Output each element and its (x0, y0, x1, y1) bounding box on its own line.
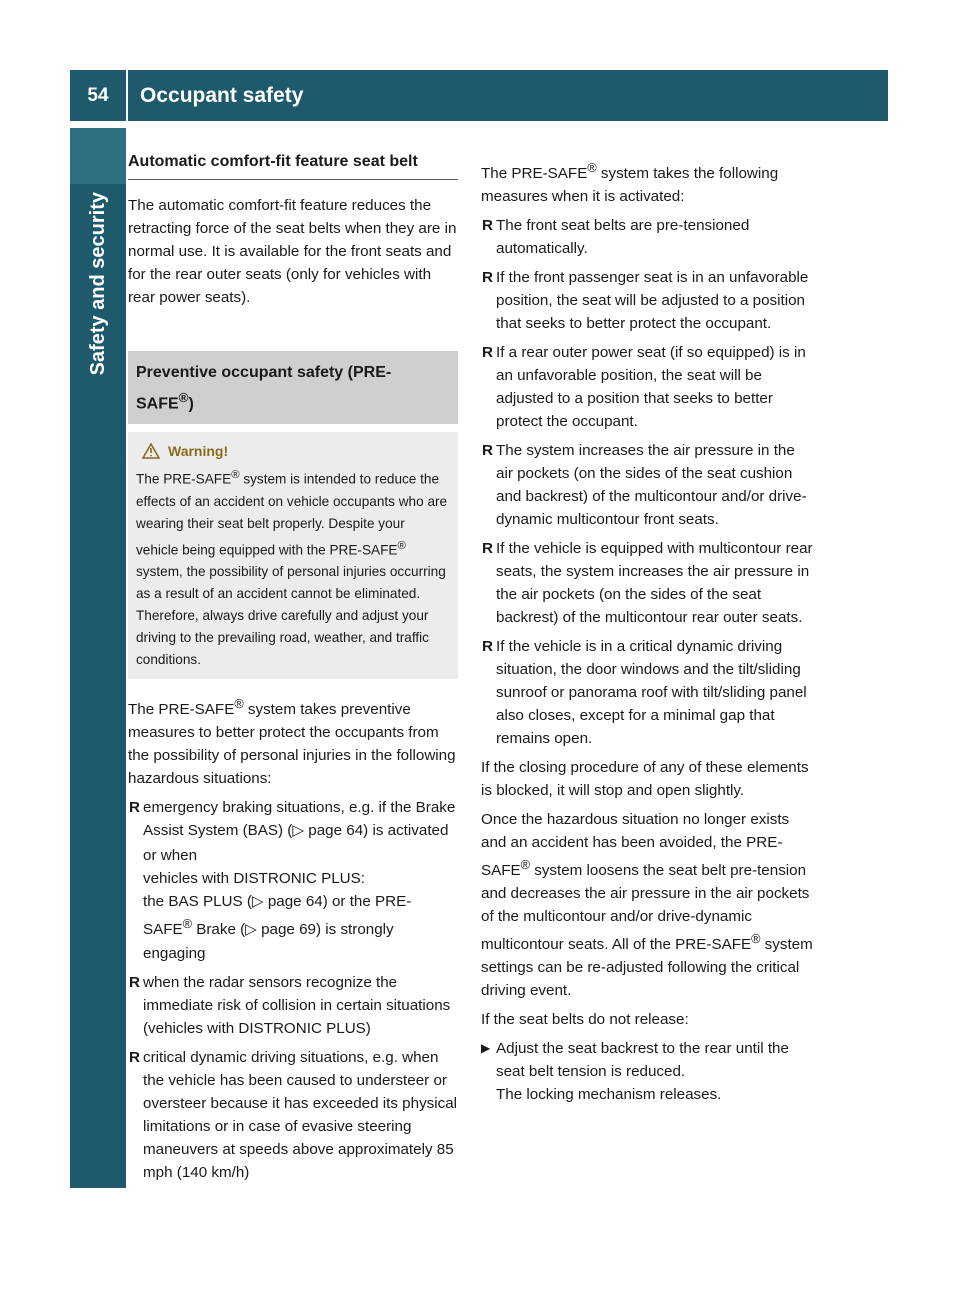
warning-title: Warning! (136, 440, 450, 462)
action-step: ▶ Adjust the seat backrest to the rear until the seat belt tension is reduced. The locking mechanism releases. (481, 1037, 813, 1106)
left-column (128, 150, 458, 1190)
list-item: R The front seat belts are pre-tensioned automatically. (482, 217, 750, 258)
comfort-fit-paragraph: The automatic comfort-fit feature reduces the retracting force of the seat belts when they are in normal use. It is available for the front seats and for the rear outer seats (only for vehicles with rear power seats). (128, 197, 457, 306)
list-item: R If the front passenger seat is in an unfavorable position, the seat will be adjusted to a position that seeks to better protect the occupant. (482, 269, 809, 333)
bullet-marker: R (129, 799, 140, 817)
pre-safe-intro-paragraph: The PRE-SAFE® system takes preventive measures to better protect the occupants from the possibility of personal injuries in the following hazardous situations: (128, 697, 456, 788)
belts-not-release-paragraph: If the seat belts do not release: (481, 1011, 689, 1029)
list-item: R If a rear outer power seat (if so equipped) is in an unfavorable position, the seat will be adjusted to a position that seeks to better protect the occupant. (482, 344, 806, 431)
page-number: 54 (87, 84, 109, 106)
measures-list (481, 214, 813, 750)
warning-text: The PRE-SAFE® system is intended to reduce the effects of an accident on vehicle occupants who are wearing their seat belt properly. Despite your vehicle being equipped with the PRE-SAFE® system, the possibility of personal injuries occurring as a result of an accident cannot be eliminated. Therefore, always drive carefully and adjust your driving to the prevailing road, weather, and traffic conditions. (136, 469, 448, 668)
warning-box (128, 432, 458, 679)
list-item: R emergency braking situations, e.g. if the Brake Assist System (BAS) (▷ page 64) is activated or when vehicles with DISTRONIC PLUS: the BAS PLUS (▷ page 64) or the PRE-SAFE® Brake (▷ page 69) is strongly engaging (128, 796, 458, 964)
bullet-marker: R (129, 1048, 140, 1066)
bullet-marker: R (129, 973, 140, 991)
page-title: Occupant safety (140, 83, 304, 107)
measures-intro-paragraph: The PRE-SAFE® system takes the following measures when it is activated: (481, 161, 779, 206)
blocked-closing-paragraph: If the closing procedure of any of these elements is blocked, it will stop and open slightly. (481, 759, 809, 800)
page-ref-icon: ▷ (292, 822, 305, 840)
list-item: R critical dynamic driving situations, e.g. when the vehicle has been caused to understeer or oversteer because it has exceeded its physical limitations or in case of evasive steering maneuvers at speeds above approximately 85 mph (140 km/h) (128, 1046, 458, 1184)
page-ref-icon: ▷ (245, 921, 257, 939)
header-divider (126, 70, 128, 121)
list-item: R The system increases the air pressure in the air pockets (on the sides of the seat cushion and backrest) of the multicontour and/or drive-dynamic multicontour front seats. (482, 442, 807, 529)
action-arrow-icon: ▶ (481, 1041, 491, 1056)
hazard-list (128, 796, 458, 1183)
hazard-ended-paragraph: Once the hazardous situation no longer exists and an accident has been avoided, the PRE-SAFE® system loosens the seat belt pre-tension and decreases the air pressure in the air pockets of the multicontour and/or drive-dynamic multicontour seats. All of the PRE-SAFE® system settings can be re-adjusted following the critical driving event. (481, 811, 813, 1000)
section-heading-comfort-fit: Automatic comfort-fit feature seat belt (128, 150, 458, 180)
section-heading-pre-safe: Preventive occupant safety (PRE- SAFE®) (128, 351, 458, 424)
warning-triangle-icon (142, 443, 160, 459)
page-ref-icon: ▷ (251, 893, 264, 911)
right-column (481, 157, 813, 1106)
side-tab-marker (70, 128, 126, 184)
section-tab-label: Safety and security (86, 192, 109, 376)
list-item: R when the radar sensors recognize the immediate risk of collision in certain situations (vehicles with DISTRONIC PLUS) (128, 971, 458, 1040)
list-item: R If the vehicle is in a critical dynamic driving situation, the door windows and the tilt/sliding sunroof or panorama roof with tilt/sliding panel also closes, except for a minimal gap that remains open. (482, 638, 807, 748)
action-result: The locking mechanism releases. (496, 1086, 722, 1104)
list-item: R If the vehicle is equipped with multicontour rear seats, the system increases the air pressure in the air pockets (on the sides of the seat backrest) of the multicontour rear outer seats. (482, 540, 813, 627)
